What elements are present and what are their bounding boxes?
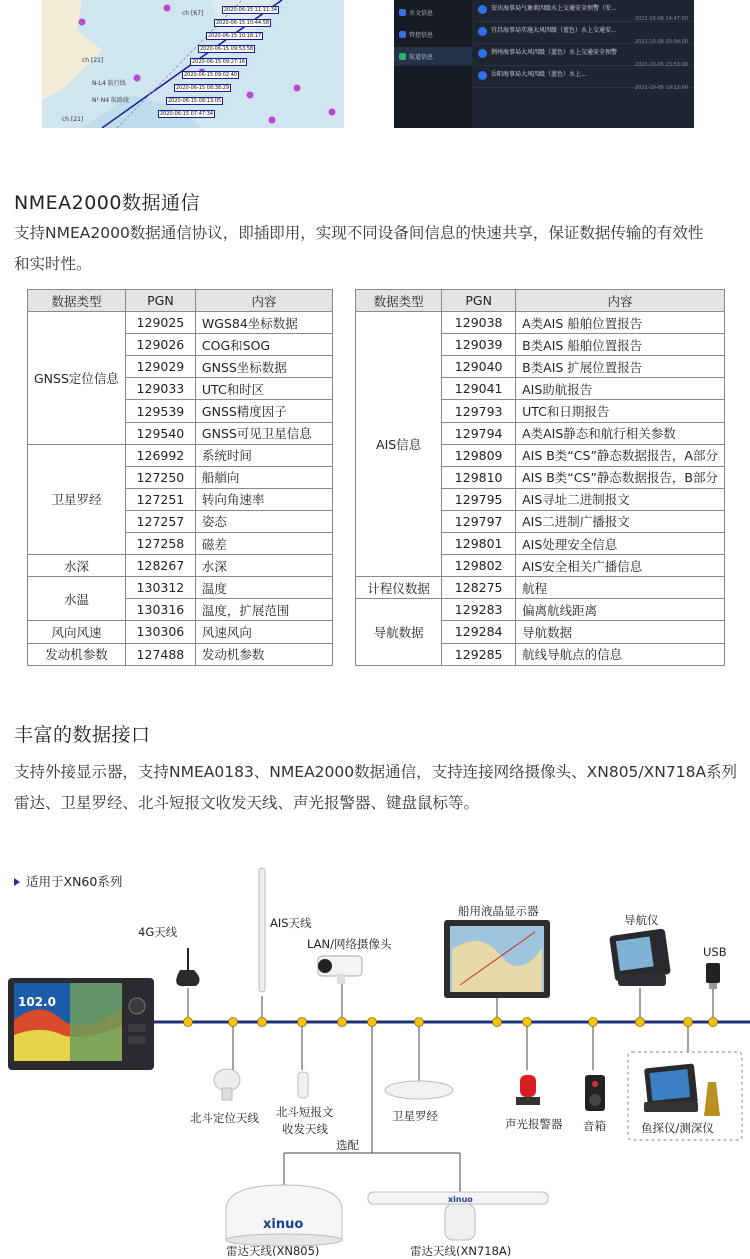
- category-cell: 计程仪数据: [356, 577, 442, 599]
- map-label: N-L4 航行线: [92, 80, 126, 87]
- map-label: ch [21]: [82, 57, 104, 64]
- news-title: 安庆海事局气象类四级水上交通安全预警（安...: [491, 5, 617, 12]
- label-radar-805: 雷达天线(XN805): [226, 1244, 320, 1258]
- label-camera: LAN/网络摄像头: [307, 937, 392, 951]
- pgn-cell: 128267: [125, 555, 195, 577]
- content-cell: WGS84坐标数据: [195, 312, 332, 334]
- warning-icon: [478, 71, 487, 80]
- pgn-cell: 126992: [125, 444, 195, 466]
- content-cell: AIS B类“CS”静态数据报告，B部分: [516, 466, 725, 488]
- pgn-cell: 130312: [125, 577, 195, 599]
- content-cell: UTC和时区: [195, 378, 332, 400]
- pgn-cell: 129041: [442, 378, 516, 400]
- sidebar-item-control[interactable]: [394, 25, 472, 44]
- content-cell: 温度，扩展范围: [195, 599, 332, 621]
- pgn-cell: 130316: [125, 599, 195, 621]
- news-date: 2021-10-05 23:53:00: [634, 62, 688, 68]
- category-cell: 水温: [28, 577, 126, 621]
- map-label: ch [67]: [182, 10, 204, 17]
- pgn-cell: 129038: [442, 312, 516, 334]
- beidou-sms-graphic: [298, 1072, 308, 1098]
- speaker-graphic: [585, 1075, 605, 1111]
- pgn-cell: 129283: [442, 599, 516, 621]
- pgn-cell: 127488: [125, 643, 195, 665]
- timestamp-label: 2020-06-15 09:02:40: [184, 72, 238, 78]
- pgn-cell: 130306: [125, 621, 195, 643]
- content-cell: B类AIS 扩展位置报告: [516, 356, 725, 378]
- pgn-cell: 128275: [442, 577, 516, 599]
- content-cell: AIS寻址二进制报文: [516, 488, 725, 510]
- label-fishfinder: 鱼探仪/测深仪: [641, 1121, 714, 1135]
- satellite-compass-graphic: [385, 1081, 453, 1099]
- content-cell: 转向角速率: [195, 488, 332, 510]
- content-cell: 系统时间: [195, 444, 332, 466]
- content-cell: 导航数据: [516, 621, 725, 643]
- content-cell: 水深: [195, 555, 332, 577]
- label-beidou-sms-2: 收发天线: [282, 1122, 328, 1136]
- content-cell: A类AIS静态和航行相关参数: [516, 422, 725, 444]
- pgn-cell: 129039: [442, 334, 516, 356]
- label-radar-718: 雷达天线(XN718A): [410, 1244, 512, 1258]
- table-row: [28, 577, 333, 599]
- content-cell: 风速风向: [195, 621, 332, 643]
- pgn-cell: 127258: [125, 533, 195, 555]
- content-cell: GNSS可见卫星信息: [195, 422, 332, 444]
- column-header: 内容: [516, 290, 725, 312]
- water-icon: [399, 9, 406, 16]
- content-cell: AIS B类“CS”静态数据报告，A部分: [516, 444, 725, 466]
- sidebar-item-channel[interactable]: [394, 47, 472, 66]
- content-cell: B类AIS 船舶位置报告: [516, 334, 725, 356]
- news-title: 荆州海事局大风四级（蓝色）水上交通安全预警: [491, 49, 618, 56]
- content-cell: 船艏向: [195, 466, 332, 488]
- chart-plotter: [8, 978, 154, 1070]
- news-date: 2021-10-06 00:04:00: [634, 39, 688, 45]
- table-header-row: [356, 290, 725, 312]
- column-header: PGN: [442, 290, 516, 312]
- connection-diagram: [0, 820, 750, 1259]
- pgn-cell: 129284: [442, 621, 516, 643]
- nmea-description-line1: 支持NMEA2000数据通信协议，即插即用，实现不同设备间信息的快速共享，保证数据传输的有效性: [14, 224, 704, 242]
- pgn-table-right: [355, 289, 725, 666]
- interfaces-description: [14, 757, 740, 819]
- table-header-row: [28, 290, 333, 312]
- column-header: 内容: [195, 290, 332, 312]
- pgn-cell: 129033: [125, 378, 195, 400]
- sidebar-item-label: 管控信息: [409, 32, 434, 39]
- content-cell: 偏离航线距离: [516, 599, 725, 621]
- pgn-cell: 127251: [125, 488, 195, 510]
- pgn-cell: 129801: [442, 533, 516, 555]
- 4g-antenna-graphic: [176, 948, 199, 986]
- marine-display-graphic: [444, 920, 550, 998]
- content-cell: 航程: [516, 577, 725, 599]
- warning-icon: [478, 27, 487, 36]
- news-date: 2021-10-06 14:47:00: [634, 16, 688, 22]
- brand-logo-718: xinuo: [448, 1195, 473, 1204]
- label-ais-antenna: AIS天线: [270, 916, 312, 930]
- label-beidou-sms-1: 北斗短报文: [276, 1105, 334, 1119]
- ais-antenna-graphic: [259, 868, 265, 992]
- timestamp-label: 2020-06-15 08:38:29: [176, 85, 230, 91]
- category-cell: 水深: [28, 555, 126, 577]
- sidebar-item-label: 水文信息: [409, 10, 434, 17]
- column-header: 数据类型: [356, 290, 442, 312]
- content-cell: 发动机参数: [195, 643, 332, 665]
- table-row: [28, 444, 333, 466]
- warning-icon: [478, 49, 487, 58]
- pgn-cell: 129802: [442, 555, 516, 577]
- timestamp-label: 2020-06-15 11:11:34: [224, 7, 278, 13]
- plotter-reading: 102.0: [18, 995, 56, 1009]
- content-cell: AIS安全相关广播信息: [516, 555, 725, 577]
- pgn-cell: 129793: [442, 400, 516, 422]
- pgn-cell: 127257: [125, 510, 195, 532]
- radar-805-graphic: [226, 1185, 342, 1246]
- column-header: 数据类型: [28, 290, 126, 312]
- pgn-cell: 129026: [125, 334, 195, 356]
- interfaces-heading: 丰富的数据接口: [14, 724, 151, 746]
- timestamp-label: 2020-06-15 09:53:58: [200, 46, 254, 52]
- warning-icon: [478, 5, 487, 14]
- label-speaker: 音箱: [583, 1119, 606, 1133]
- pgn-table-left: [27, 289, 333, 666]
- table-row: [356, 312, 725, 334]
- content-cell: 磁差: [195, 533, 332, 555]
- content-cell: UTC和日期报告: [516, 400, 725, 422]
- table-row: [356, 599, 725, 621]
- pgn-cell: 129794: [442, 422, 516, 444]
- table-row: [28, 643, 333, 665]
- pgn-cell: 129809: [442, 444, 516, 466]
- news-title: 宜昌海事局实施大风四级（蓝色）水上交通安...: [491, 27, 617, 34]
- diagram-graphic: [0, 820, 750, 1259]
- label-4g-antenna: 4G天线: [138, 925, 178, 939]
- category-cell: 发动机参数: [28, 643, 126, 665]
- pgn-cell: 129540: [125, 422, 195, 444]
- column-header: PGN: [125, 290, 195, 312]
- label-usb: USB: [703, 945, 727, 959]
- map-label: ch [21]: [62, 116, 84, 123]
- pgn-cell: 129040: [442, 356, 516, 378]
- brand-logo-805: xinuo: [263, 1217, 304, 1232]
- category-cell: AIS信息: [356, 312, 442, 577]
- content-cell: AIS处理安全信息: [516, 533, 725, 555]
- radar-718-graphic: [368, 1192, 548, 1240]
- nmea-description: [14, 218, 740, 280]
- timestamp-label: 2020-06-15 07:47:34: [160, 111, 214, 117]
- category-cell: 导航数据: [356, 599, 442, 665]
- table-row: [28, 555, 333, 577]
- label-navigator: 导航仪: [624, 913, 659, 927]
- table-row: [28, 621, 333, 643]
- category-cell: 风向风速: [28, 621, 126, 643]
- map-label: N¹ N4 航路线: [92, 97, 130, 104]
- pgn-cell: 129795: [442, 488, 516, 510]
- content-cell: A类AIS 船舶位置报告: [516, 312, 725, 334]
- pgn-cell: 129810: [442, 466, 516, 488]
- content-cell: GNSS坐标数据: [195, 356, 332, 378]
- label-marine-display: 船用液晶显示器: [458, 904, 539, 918]
- content-cell: AIS助航报告: [516, 378, 725, 400]
- pgn-cell: 129025: [125, 312, 195, 334]
- label-satellite-compass: 卫星罗经: [392, 1109, 438, 1123]
- news-title: 岳阳海事局大风四级（蓝色）水上...: [491, 71, 587, 78]
- app-sidebar: [394, 0, 472, 128]
- category-cell: 卫星罗经: [28, 444, 126, 554]
- control-icon: [399, 31, 406, 38]
- camera-graphic: [318, 956, 362, 984]
- content-cell: 温度: [195, 577, 332, 599]
- pgn-cell: 127250: [125, 466, 195, 488]
- news-date: 2021-10-05 19:12:00: [634, 85, 688, 91]
- usb-graphic: [706, 963, 720, 989]
- label-alarm: 声光报警器: [505, 1117, 563, 1131]
- chart-map-screenshot: [42, 0, 344, 128]
- nmea-description-line2: 和实时性。: [14, 255, 92, 273]
- content-cell: AIS二进制广播报文: [516, 510, 725, 532]
- table-row: [356, 577, 725, 599]
- beidou-positioning-graphic: [214, 1069, 240, 1100]
- navigator-graphic: [609, 928, 671, 986]
- pgn-cell: 129029: [125, 356, 195, 378]
- pgn-cell: 129797: [442, 510, 516, 532]
- table-row: [28, 312, 333, 334]
- pgn-cell: 129539: [125, 400, 195, 422]
- alarm-graphic: [516, 1075, 540, 1105]
- label-beidou-positioning: 北斗定位天线: [190, 1111, 259, 1125]
- content-cell: 航线导航点的信息: [516, 643, 725, 665]
- interfaces-description-line2: 雷达、卫星罗经、北斗短报文收发天线、声光报警器、键盘鼠标等。: [14, 794, 480, 812]
- sidebar-item-label: 航道信息: [409, 54, 434, 61]
- sidebar-item-hydrology[interactable]: [394, 3, 472, 22]
- content-cell: GNSS精度因子: [195, 400, 332, 422]
- timestamp-label: 2020-06-15 09:27:16: [192, 59, 246, 65]
- content-cell: COG和SOG: [195, 334, 332, 356]
- channel-icon: [399, 53, 406, 60]
- pgn-cell: 129285: [442, 643, 516, 665]
- interfaces-description-line1: 支持外接显示器，支持NMEA0183、NMEA2000数据通信，支持连接网络摄像头、XN805/XN718A系列: [14, 763, 738, 781]
- nmea-heading: NMEA2000数据通信: [14, 192, 200, 214]
- category-cell: GNSS定位信息: [28, 312, 126, 445]
- timestamp-label: 2020-06-15 10:18:17: [208, 33, 262, 39]
- timestamp-label: 2020-06-15 10:44:58: [216, 20, 270, 26]
- content-cell: 姿态: [195, 510, 332, 532]
- timestamp-label: 2020-06-15 08:13:05: [168, 98, 222, 104]
- series-title-text: 适用于XN60系列: [26, 874, 123, 889]
- label-optional: 选配: [336, 1138, 359, 1152]
- info-app-screenshot: [394, 0, 694, 128]
